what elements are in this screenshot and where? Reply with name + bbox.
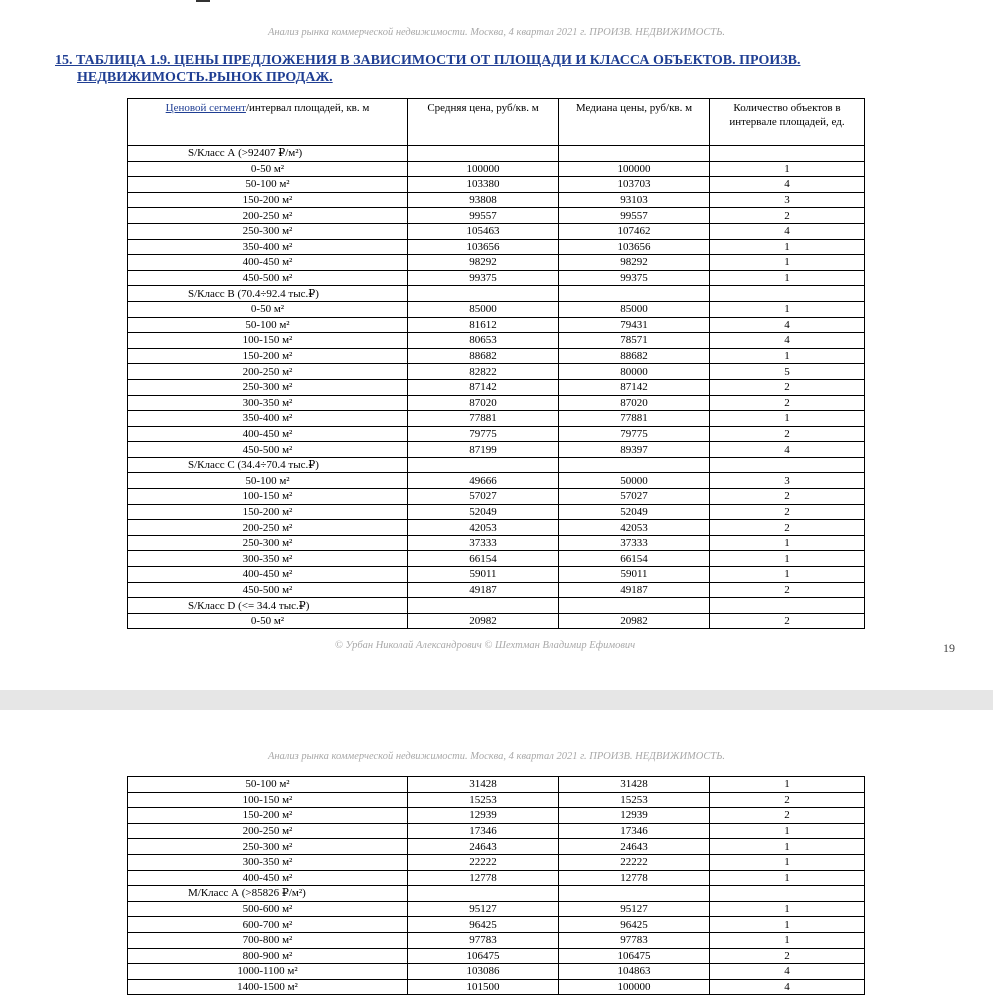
cell-count: 1 — [710, 161, 865, 177]
table-row — [128, 333, 865, 349]
cell-median-price: 106475 — [559, 948, 710, 964]
cell-segment: 200-250 м² — [128, 364, 408, 380]
cell-median-price: 87020 — [559, 395, 710, 411]
cell-median-price: 77881 — [559, 411, 710, 427]
cell-median-price: 15253 — [559, 792, 710, 808]
cell-avg-price: 99557 — [408, 208, 559, 224]
table-row — [128, 426, 865, 442]
cell-count: 1 — [710, 567, 865, 583]
cell-median-price: 104863 — [559, 964, 710, 980]
cell-avg-price: 42053 — [408, 520, 559, 536]
cell-segment: 400-450 м² — [128, 870, 408, 886]
cell-segment: 150-200 м² — [128, 348, 408, 364]
cell-segment: 400-450 м² — [128, 567, 408, 583]
cell-segment: S/Класс В (70.4÷92.4 тыс.₽) — [128, 286, 408, 302]
cell-median-price: 42053 — [559, 520, 710, 536]
cell-avg-price: 106475 — [408, 948, 559, 964]
cell-avg-price: 87142 — [408, 379, 559, 395]
cell-median-price: 22222 — [559, 854, 710, 870]
table-heading — [55, 52, 855, 86]
cell-median-price: 12778 — [559, 870, 710, 886]
cell-segment: 400-450 м² — [128, 255, 408, 271]
table-row — [128, 870, 865, 886]
column-header-segment — [128, 99, 408, 146]
table-row — [128, 792, 865, 808]
cell-segment: S/Класс А (>92407 ₽/м²) — [128, 146, 408, 162]
cell-segment: 0-50 м² — [128, 161, 408, 177]
cell-avg-price: 22222 — [408, 854, 559, 870]
cell-median-price: 99375 — [559, 270, 710, 286]
cell-segment: М/Класс А (>85826 ₽/м²) — [128, 886, 408, 902]
table-row — [128, 551, 865, 567]
cell-median-price: 95127 — [559, 901, 710, 917]
table-row — [128, 301, 865, 317]
cell-avg-price: 49666 — [408, 473, 559, 489]
cell-avg-price: 87199 — [408, 442, 559, 458]
cell-median-price — [559, 286, 710, 302]
table-row — [128, 613, 865, 629]
cell-median-price: 103656 — [559, 239, 710, 255]
cell-count: 2 — [710, 426, 865, 442]
cell-median-price — [559, 457, 710, 473]
cell-avg-price: 59011 — [408, 567, 559, 583]
table-row — [128, 979, 865, 995]
table-row — [128, 473, 865, 489]
cell-avg-price: 103086 — [408, 964, 559, 980]
cell-median-price: 59011 — [559, 567, 710, 583]
cell-count: 2 — [710, 792, 865, 808]
table-row — [128, 504, 865, 520]
cell-segment: 800-900 м² — [128, 948, 408, 964]
cell-segment: 50-100 м² — [128, 473, 408, 489]
table-row — [128, 964, 865, 980]
table-row — [128, 917, 865, 933]
cell-median-price: 87142 — [559, 379, 710, 395]
cell-avg-price: 103656 — [408, 239, 559, 255]
cell-median-price: 79775 — [559, 426, 710, 442]
table-row — [128, 535, 865, 551]
table-row — [128, 317, 865, 333]
cell-segment: 1400-1500 м² — [128, 979, 408, 995]
cell-median-price: 37333 — [559, 535, 710, 551]
cell-count: 1 — [710, 348, 865, 364]
cell-avg-price: 31428 — [408, 777, 559, 793]
page-top-mark — [196, 0, 210, 2]
cell-segment: 200-250 м² — [128, 520, 408, 536]
cell-avg-price: 17346 — [408, 823, 559, 839]
cell-avg-price: 12778 — [408, 870, 559, 886]
cell-segment: 50-100 м² — [128, 317, 408, 333]
cell-median-price: 52049 — [559, 504, 710, 520]
page-header-2: Анализ рынка коммерческой недвижимости. Москва, 4 квартал 2021 г. ПРОИЗВ. НЕДВИЖИМОСТЬ. — [267, 751, 726, 762]
cell-median-price: 24643 — [559, 839, 710, 855]
cell-segment: 1000-1100 м² — [128, 964, 408, 980]
cell-median-price: 49187 — [559, 582, 710, 598]
cell-count: 4 — [710, 964, 865, 980]
cell-avg-price: 93808 — [408, 192, 559, 208]
segment-link[interactable]: Ценовой сегмент — [165, 102, 246, 114]
cell-avg-price — [408, 457, 559, 473]
cell-segment: 100-150 м² — [128, 333, 408, 349]
cell-count: 1 — [710, 777, 865, 793]
cell-count: 4 — [710, 333, 865, 349]
cell-count: 2 — [710, 582, 865, 598]
cell-median-price: 97783 — [559, 932, 710, 948]
cell-median-price: 17346 — [559, 823, 710, 839]
cell-segment: 450-500 м² — [128, 442, 408, 458]
cell-count — [710, 146, 865, 162]
cell-median-price: 96425 — [559, 917, 710, 933]
cell-median-price: 57027 — [559, 489, 710, 505]
cell-count: 4 — [710, 979, 865, 995]
cell-avg-price: 15253 — [408, 792, 559, 808]
price-table — [127, 98, 865, 629]
cell-count: 1 — [710, 239, 865, 255]
table-row — [128, 239, 865, 255]
cell-count: 5 — [710, 364, 865, 380]
cell-count: 3 — [710, 473, 865, 489]
cell-median-price: 93103 — [559, 192, 710, 208]
table-row — [128, 177, 865, 193]
cell-avg-price: 79775 — [408, 426, 559, 442]
cell-count: 2 — [710, 504, 865, 520]
table-row — [128, 161, 865, 177]
page-number: 19 — [943, 641, 955, 655]
cell-count: 1 — [710, 301, 865, 317]
cell-median-price — [559, 598, 710, 614]
table-group-row — [128, 146, 865, 162]
cell-median-price: 85000 — [559, 301, 710, 317]
cell-count: 2 — [710, 395, 865, 411]
table-group-row — [128, 457, 865, 473]
cell-segment: 200-250 м² — [128, 823, 408, 839]
cell-count: 2 — [710, 948, 865, 964]
cell-count: 1 — [710, 870, 865, 886]
cell-median-price: 98292 — [559, 255, 710, 271]
cell-count: 1 — [710, 854, 865, 870]
cell-segment: 250-300 м² — [128, 379, 408, 395]
table-group-row — [128, 886, 865, 902]
cell-count — [710, 286, 865, 302]
cell-count — [710, 886, 865, 902]
cell-avg-price: 77881 — [408, 411, 559, 427]
cell-median-price: 88682 — [559, 348, 710, 364]
cell-segment: 300-350 м² — [128, 395, 408, 411]
table-row — [128, 567, 865, 583]
cell-avg-price: 57027 — [408, 489, 559, 505]
cell-median-price — [559, 886, 710, 902]
cell-count: 1 — [710, 932, 865, 948]
page-header: Анализ рынка коммерческой недвижимости. Москва, 4 квартал 2021 г. ПРОИЗВ. НЕДВИЖИМОСТЬ. — [267, 27, 726, 38]
cell-segment: 400-450 м² — [128, 426, 408, 442]
table-group-row — [128, 598, 865, 614]
cell-avg-price: 88682 — [408, 348, 559, 364]
table-row — [128, 395, 865, 411]
cell-count — [710, 457, 865, 473]
cell-count: 2 — [710, 520, 865, 536]
cell-segment: 500-600 м² — [128, 901, 408, 917]
table-group-row — [128, 286, 865, 302]
cell-count: 4 — [710, 177, 865, 193]
cell-segment: 50-100 м² — [128, 177, 408, 193]
table-row — [128, 808, 865, 824]
cell-segment: 0-50 м² — [128, 613, 408, 629]
cell-avg-price: 95127 — [408, 901, 559, 917]
cell-median-price: 66154 — [559, 551, 710, 567]
cell-count: 1 — [710, 551, 865, 567]
cell-segment: 350-400 м² — [128, 239, 408, 255]
column-header-avg-price: Средняя цена, руб/кв. м — [408, 99, 559, 146]
cell-avg-price: 105463 — [408, 223, 559, 239]
table-row — [128, 348, 865, 364]
cell-segment: 300-350 м² — [128, 854, 408, 870]
cell-avg-price: 100000 — [408, 161, 559, 177]
table-row — [128, 223, 865, 239]
cell-count: 4 — [710, 317, 865, 333]
document-page-2 — [0, 710, 993, 995]
cell-segment: 150-200 м² — [128, 504, 408, 520]
cell-median-price: 50000 — [559, 473, 710, 489]
cell-segment: 450-500 м² — [128, 582, 408, 598]
cell-median-price: 89397 — [559, 442, 710, 458]
cell-segment: 700-800 м² — [128, 932, 408, 948]
table-row — [128, 582, 865, 598]
table-row — [128, 442, 865, 458]
table-row — [128, 411, 865, 427]
cell-avg-price: 81612 — [408, 317, 559, 333]
table-heading-line1: 15. ТАБЛИЦА 1.9. ЦЕНЫ ПРЕДЛОЖЕНИЯ В ЗАВИСИМОСТИ ОТ ПЛОЩАДИ И КЛАССА ОБЪЕКТОВ. ПРОИЗВ. — [55, 53, 801, 68]
cell-avg-price: 103380 — [408, 177, 559, 193]
table-row — [128, 255, 865, 271]
cell-segment: 150-200 м² — [128, 192, 408, 208]
cell-segment: 100-150 м² — [128, 489, 408, 505]
cell-avg-price: 96425 — [408, 917, 559, 933]
table-row — [128, 270, 865, 286]
column-header-count: Количество объектов в интервале площадей, ед. — [710, 99, 865, 146]
column-header-segment-text: /интервал площадей, кв. м — [245, 102, 370, 114]
cell-avg-price: 85000 — [408, 301, 559, 317]
table-row — [128, 854, 865, 870]
cell-segment: S/Класс D (<= 34.4 тыс.₽) — [128, 598, 408, 614]
cell-median-price: 78571 — [559, 333, 710, 349]
cell-segment: 200-250 м² — [128, 208, 408, 224]
cell-count: 1 — [710, 901, 865, 917]
cell-count: 2 — [710, 489, 865, 505]
table-row — [128, 823, 865, 839]
cell-median-price: 20982 — [559, 613, 710, 629]
cell-segment: 250-300 м² — [128, 535, 408, 551]
price-table-continued — [127, 776, 865, 995]
cell-segment: 600-700 м² — [128, 917, 408, 933]
cell-median-price: 103703 — [559, 177, 710, 193]
cell-count: 1 — [710, 839, 865, 855]
cell-count — [710, 598, 865, 614]
cell-segment: S/Класс С (34.4÷70.4 тыс.₽) — [128, 457, 408, 473]
cell-avg-price — [408, 286, 559, 302]
column-header-median-price: Медиана цены, руб/кв. м — [559, 99, 710, 146]
page-footer: © Урбан Николай Александрович © Шехтман Владимир Ефимович — [334, 640, 636, 651]
cell-count: 1 — [710, 917, 865, 933]
table-row — [128, 839, 865, 855]
cell-segment: 0-50 м² — [128, 301, 408, 317]
cell-count: 4 — [710, 442, 865, 458]
cell-avg-price: 24643 — [408, 839, 559, 855]
table-row — [128, 948, 865, 964]
cell-median-price: 80000 — [559, 364, 710, 380]
table-row — [128, 208, 865, 224]
cell-segment: 50-100 м² — [128, 777, 408, 793]
cell-median-price: 99557 — [559, 208, 710, 224]
cell-median-price: 31428 — [559, 777, 710, 793]
cell-segment: 250-300 м² — [128, 839, 408, 855]
cell-median-price: 79431 — [559, 317, 710, 333]
cell-avg-price: 101500 — [408, 979, 559, 995]
cell-count: 1 — [710, 535, 865, 551]
cell-count: 4 — [710, 223, 865, 239]
cell-median-price: 12939 — [559, 808, 710, 824]
table-row — [128, 379, 865, 395]
cell-median-price: 100000 — [559, 979, 710, 995]
cell-avg-price: 98292 — [408, 255, 559, 271]
cell-count: 1 — [710, 255, 865, 271]
table-row — [128, 901, 865, 917]
cell-segment: 300-350 м² — [128, 551, 408, 567]
cell-count: 1 — [710, 270, 865, 286]
cell-avg-price: 37333 — [408, 535, 559, 551]
cell-count: 3 — [710, 192, 865, 208]
cell-count: 2 — [710, 208, 865, 224]
cell-avg-price: 49187 — [408, 582, 559, 598]
cell-avg-price: 20982 — [408, 613, 559, 629]
cell-median-price: 107462 — [559, 223, 710, 239]
cell-avg-price: 12939 — [408, 808, 559, 824]
table-row — [128, 520, 865, 536]
cell-avg-price: 82822 — [408, 364, 559, 380]
cell-avg-price: 52049 — [408, 504, 559, 520]
cell-avg-price: 87020 — [408, 395, 559, 411]
cell-count: 1 — [710, 823, 865, 839]
cell-avg-price: 99375 — [408, 270, 559, 286]
cell-segment: 350-400 м² — [128, 411, 408, 427]
cell-count: 1 — [710, 411, 865, 427]
cell-count: 2 — [710, 379, 865, 395]
cell-avg-price — [408, 886, 559, 902]
cell-count: 2 — [710, 613, 865, 629]
cell-avg-price: 97783 — [408, 932, 559, 948]
cell-count: 2 — [710, 808, 865, 824]
cell-avg-price: 80653 — [408, 333, 559, 349]
cell-segment: 250-300 м² — [128, 223, 408, 239]
page-gap — [0, 690, 993, 710]
table-row — [128, 489, 865, 505]
cell-avg-price — [408, 146, 559, 162]
table-header-row — [128, 99, 865, 146]
cell-avg-price: 66154 — [408, 551, 559, 567]
cell-median-price: 100000 — [559, 161, 710, 177]
table-row — [128, 932, 865, 948]
cell-segment: 150-200 м² — [128, 808, 408, 824]
cell-segment: 450-500 м² — [128, 270, 408, 286]
cell-median-price — [559, 146, 710, 162]
cell-avg-price — [408, 598, 559, 614]
table-row — [128, 777, 865, 793]
table-row — [128, 364, 865, 380]
cell-segment: 100-150 м² — [128, 792, 408, 808]
table-row — [128, 192, 865, 208]
table-heading-line2: НЕДВИЖИМОСТЬ.РЫНОК ПРОДАЖ. — [77, 70, 333, 85]
